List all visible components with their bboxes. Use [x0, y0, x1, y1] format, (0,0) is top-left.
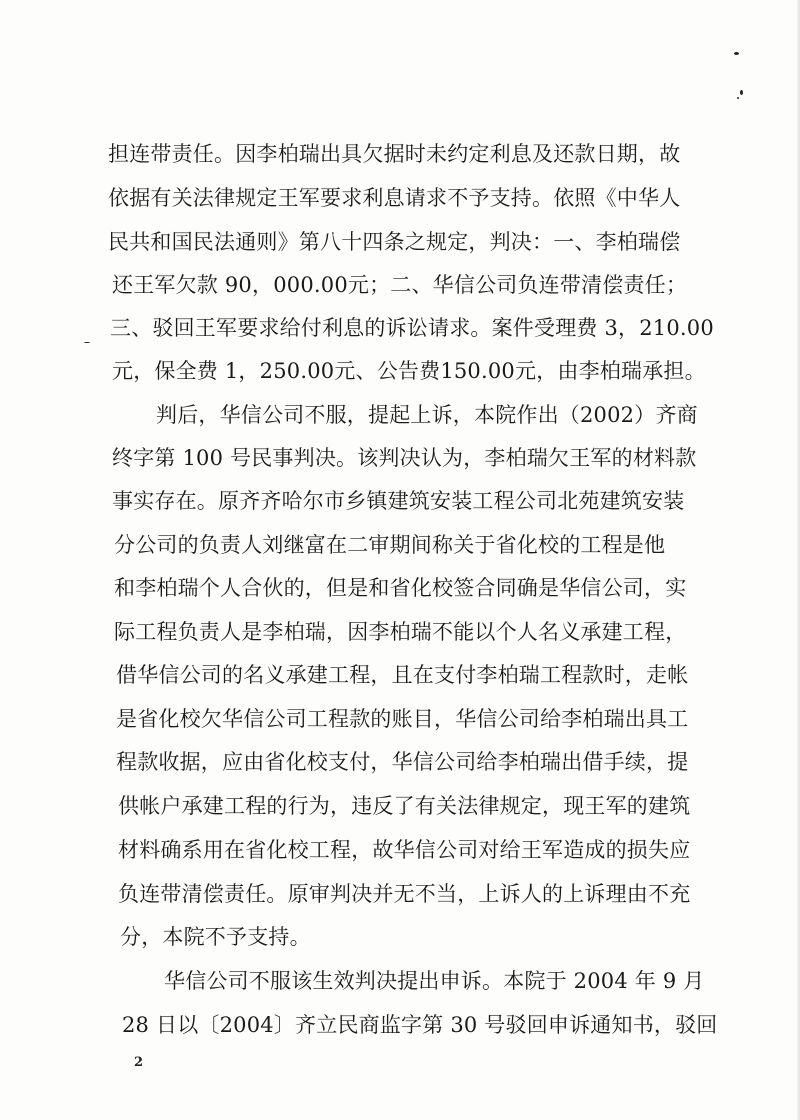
- text-line: 终字第 100 号民事判决。该判决认为，李柏瑞欠王军的材料款: [112, 446, 697, 470]
- scan-speck: [734, 52, 739, 55]
- text-line: 还王军欠款 90，000.00元；二、华信公司负连带清偿责任；: [112, 273, 688, 297]
- text-line: 负连带清偿责任。原审判决并无不当，上诉人的上诉理由不充: [118, 882, 691, 906]
- text-line: 元，保全费 1，250.00元、公告费150.00元，由李柏瑞承担。: [112, 359, 706, 383]
- text-line: 分，本院不予支持。: [120, 925, 311, 949]
- text-line: 事实存在。原齐齐哈尔市乡镇建筑安装工程公司北苑建筑安装: [112, 489, 685, 513]
- text-line: 判后，华信公司不服，提起上诉，本院作出（2002）齐商: [156, 403, 698, 427]
- text-line: 是省化校欠华信公司工程款的账目，华信公司给李柏瑞出具工: [116, 707, 689, 731]
- text-line: 三、驳回王军要求给付利息的诉讼请求。案件受理费 3，210.00: [110, 316, 714, 340]
- text-line: 担连带责任。因李柏瑞出具欠据时未约定利息及还款日期，故: [108, 142, 681, 166]
- text-line: 际工程负责人是李柏瑞，因李柏瑞不能以个人名义承建工程，: [114, 620, 687, 644]
- text-line: 供帐户承建工程的行为，违反了有关法律规定，现王军的建筑: [118, 794, 691, 818]
- text-line: 华信公司不服该生效判决提出申诉。本院于 2004 年 9 月: [164, 969, 705, 993]
- text-line: 民共和国民法通则》第八十四条之规定，判决：一、李柏瑞偿: [108, 230, 681, 254]
- text-line: 依据有关法律规定王军要求利息请求不予支持。依照《中华人: [108, 186, 681, 210]
- text-line: 和李柏瑞个人合伙的，但是和省化校签合同确是华信公司，实: [114, 576, 687, 600]
- page-number: 2: [134, 1055, 144, 1070]
- scan-speck: [84, 342, 90, 343]
- text-line: 分公司的负责人刘继富在二审期间称关于省化校的工程是他: [114, 533, 666, 557]
- text-line: 28 日以〔2004〕齐立民商监字第 30 号驳回申诉通知书，驳回: [122, 1013, 718, 1037]
- scan-speck: [737, 97, 739, 99]
- scan-speck: [740, 90, 743, 95]
- text-line: 借华信公司的名义承建工程，且在支付李柏瑞工程款时，走帐: [116, 663, 689, 687]
- text-line: 程款收据，应由省化校支付，华信公司给李柏瑞出借手续，提: [116, 750, 689, 774]
- text-line: 材料确系用在省化校工程，故华信公司对给王军造成的损失应: [118, 838, 691, 862]
